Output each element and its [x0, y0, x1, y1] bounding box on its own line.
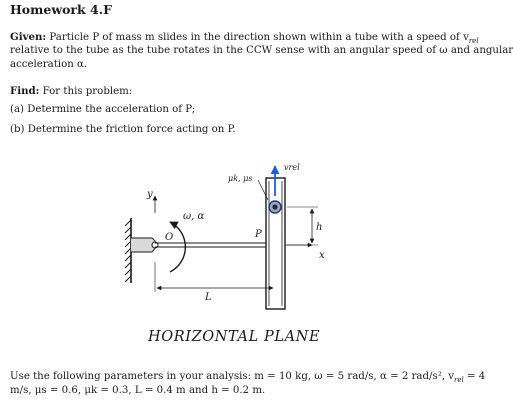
particle-p [269, 201, 281, 213]
find-intro: For this problem: [42, 86, 133, 97]
l-dimension [155, 262, 273, 292]
given-line-3: acceleration α. [10, 59, 88, 70]
find-item-a: (a) Determine the acceleration of P; [10, 104, 196, 115]
parameters-vrel-sub: rel [454, 376, 464, 385]
particle-label: P [255, 229, 262, 240]
find-label: Find: [10, 85, 40, 97]
horizontal-plane-caption: HORIZONTAL PLANE [148, 329, 321, 345]
omega-alpha-label: ω, α [183, 211, 205, 222]
parameters-text-1: Use the following parameters in your analysis: m = 10 kg, ω = 5 rad/s, α = 2 rad/s², v [10, 371, 455, 382]
homework-title: Homework 4.F [10, 2, 112, 17]
ground-wall [125, 218, 131, 283]
origin-label: O [165, 232, 174, 243]
y-axis-label: y [147, 189, 153, 200]
given-label: Given: [10, 31, 47, 43]
l-label: L [205, 292, 212, 303]
friction-coefficients-label: μk, μs [228, 174, 253, 183]
given-vrel-sub: rel [468, 37, 479, 46]
given-text-1: Particle P of mass m slides in the direction shown within a tube with a speed of v [49, 32, 469, 43]
rotating-arm [155, 243, 267, 247]
given-line-2: relative to the tube as the tube rotates in the CCW sense with an angular speed of ω and angular [10, 45, 513, 56]
h-label: h [316, 222, 323, 233]
x-axis-label: x [319, 250, 325, 261]
h-dimension [287, 207, 318, 245]
vrel-label: vrel [284, 163, 300, 172]
parameters-line-2: m/s, μs = 0.6, μk = 0.3, L = 0.4 m and h = 0.2 m. [10, 385, 266, 396]
parameters-line-1 [10, 372, 485, 384]
parameters-text-1-end: = 4 [463, 371, 486, 382]
tube [266, 178, 285, 309]
pin-support [131, 238, 158, 252]
find-item-b: (b) Determine the friction force acting on P. [10, 124, 236, 135]
